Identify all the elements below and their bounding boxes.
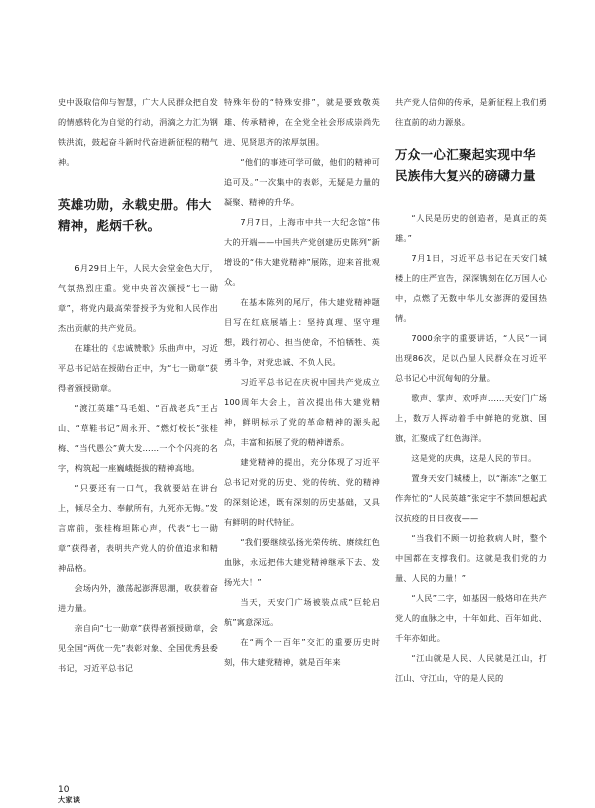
section-heading: 万众一心汇聚起实现中华民族伟大复兴的磅礴力量 (395, 147, 536, 183)
paragraph: 特殊年份的“特殊安排”，就是要致敬英雄、传承精神，在全党全社会形成崇尚先进、见贤思齐的浓厚氛围。 (224, 97, 380, 147)
paragraph: 在雄壮的《忠诚赞歌》乐曲声中，习近平总书记站在授勋台正中，为“七一勋章”获得者颁授勋章。 (58, 343, 218, 393)
paragraph: “人民是历史的创造者，是真正的英雄。” (395, 213, 547, 243)
section-heading: 英雄功勋，永载史册。伟大精神，彪炳千秋。 (58, 197, 212, 233)
paragraph: 在基本陈列的尾厅，伟大建党精神题目写在红底展墙上：坚持真理、坚守理想，践行初心、担当使命，不怕牺牲、英勇斗争，对党忠诚、不负人民。 (224, 297, 380, 367)
text-column-2 (224, 92, 380, 672)
paragraph: “江山就是人民、人民就是江山，打江山、守江山，守的是人民的 (395, 653, 547, 683)
paragraph: 置身天安门城楼上，以“渐冻”之躯工作奔忙的“人民英雄”张定宇不禁回想起武汉抗疫的日日夜夜—— (395, 473, 547, 523)
paragraph: 会场内外，激荡起澎湃思潮，收获着奋进力量。 (58, 583, 218, 613)
page-number: 10 (58, 785, 70, 795)
paragraph: “只要还有一口气，我就要站在讲台上，倾尽全力、奉献所有，九死亦无悔。”发言席前，张桂梅坦陈心声，代表“七一勋章”获得者，表明共产党人的价值追求和精神品格。 (58, 483, 218, 573)
paragraph: “他们的事迹可学可做，他们的精神可追可及。”一次集中的表彰，无疑是力量的凝聚、精神的升华。 (224, 157, 380, 207)
text-column-1 (58, 92, 218, 678)
paragraph: 亲自向“七一勋章”获得者颁授勋章，会见全国“两优一先”表彰对象、全国优秀县委书记，习近平总书记 (58, 623, 218, 673)
paragraph: “我们要继续弘扬光荣传统、赓续红色血脉，永远把伟大建党精神继承下去、发扬光大！” (224, 537, 380, 587)
paragraph: 当天，天安门广场被装点成“巨轮启航”寓意深远。 (224, 597, 380, 627)
paragraph: 这是党的庆典，这是人民的节日。 (411, 453, 537, 463)
paragraph: 习近平总书记在庆祝中国共产党成立100周年大会上，首次提出伟大建党精神，鲜明标示了党的革命精神的源头起点，丰富和拓展了党的精神谱系。 (224, 377, 380, 447)
paragraph: 史中汲取信仰与智慧，广大人民群众把自发的情感转化为自觉的行动，涓滴之力汇为钢铁洪流，鼓起奋斗新时代奋进新征程的精气神。 (58, 97, 218, 167)
paragraph: 歌声、掌声、欢呼声……天安门广场上，数万人挥动着手中鲜艳的党旗、国旗，汇聚成了红色海洋。 (395, 393, 547, 443)
paragraph: 建党精神的提出，充分体现了习近平总书记对党的历史、党的传统、党的精神的深刻论述，既有深刻的历史基础，又具有鲜明的时代特征。 (224, 457, 380, 527)
paragraph: 6月29日上午，人民大会堂金色大厅，气氛热烈庄重。党中央首次颁授“七一勋章”，将党内最高荣誉授予为党和人民作出杰出贡献的共产党员。 (58, 263, 218, 333)
paragraph: 7月7日，上海市中共一大纪念馆“伟大的开端——中国共产党创建历史陈列”新增设的“伟大建党精神”展陈，迎来首批观众。 (224, 217, 380, 287)
paragraph: 7月1日，习近平总书记在天安门城楼上的庄严宣告，深深镌刻在亿万国人心中，点燃了无数中华儿女澎湃的爱国热情。 (395, 253, 547, 323)
magazine-logo: 大家谈 (58, 796, 81, 804)
paragraph: 共产党人信仰的传承，是新征程上我们勇往直前的动力源泉。 (395, 97, 547, 127)
paragraph: 在“两个一百年”交汇的重要历史时刻，伟大建党精神，就是百年来 (224, 637, 380, 667)
paragraph: 7000余字的重要讲话，“人民”一词出现86次，足以凸显人民群众在习近平总书记心中沉甸甸的分量。 (395, 333, 547, 383)
paragraph: “当我们不顾一切抢救病人时，整个中国都在支撑我们。这就是我们党的力量、人民的力量！” (395, 533, 547, 583)
text-column-3 (395, 92, 547, 688)
paragraph: “渡江英雄”马毛姐、“百战老兵”王占山、“草鞋书记”周永开、“燃灯校长”张桂梅、“当代愚公”黄大发……一个个闪亮的名字，构筑起一座巍峨挺拔的精神高地。 (58, 403, 218, 473)
paragraph: “人民”二字，如基因一般烙印在共产党人的血脉之中，十年如此、百年如此、千年亦如此。 (395, 593, 547, 643)
